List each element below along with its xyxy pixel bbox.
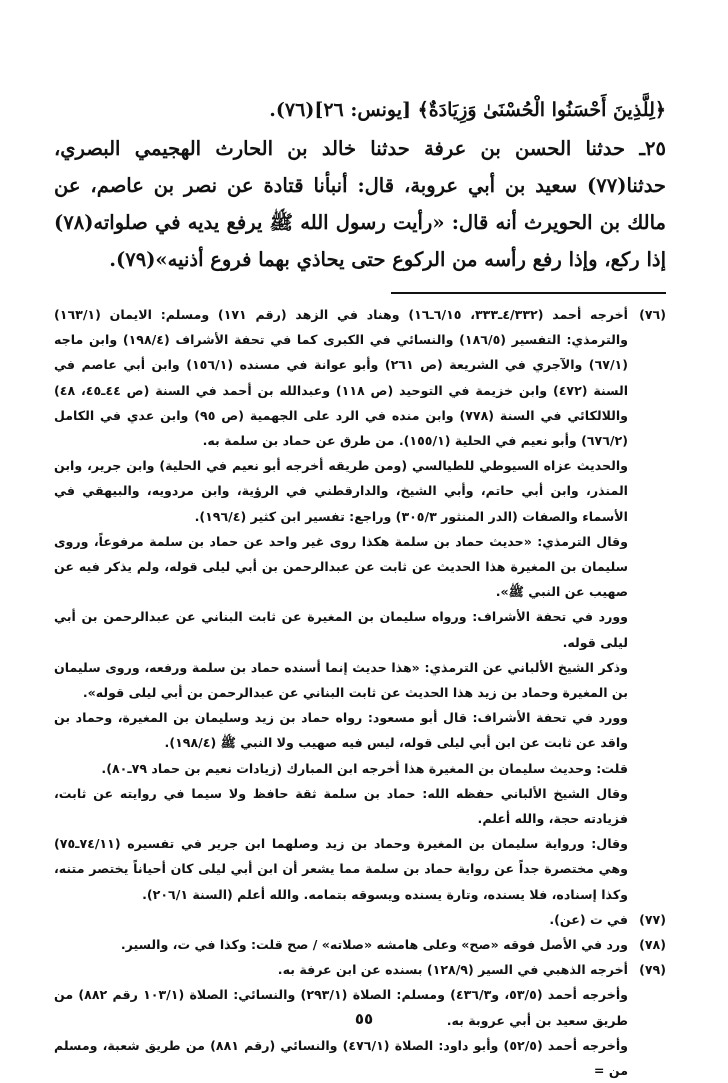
footnote-body: [54, 932, 628, 957]
hadith-25: ٢٥ـ حدثنا الحسن بن عرفة حدثنا خالد بن الحارث الهجيمي البصري، حدثنا(٧٧) سعيد بن أبي عروبة، قال: أنبأنا قتادة عن نصر بن عاصم، عن مالك بن الحويرث أنه قال: «رأيت رسول الله ﷺ يرفع يديه في صلواته(٧٨) إذا ركع، وإذا رفع رأسه من الركوع حتى يحاذي بهما فروع أذنيه»(٧٩).: [54, 137, 666, 271]
footnote-paragraph: وقال: ورواية سليمان بن المغيرة وحماد بن زيد وصلهما ابن جرير في تفسيره (٧٤/١١ـ٧٥) وهي مختصرة جداً عن رواية حماد بن سلمة مما يشعر أن ابن أبي ليلى كان أحياناً يختصر متنه، وكذا إسناده، فلا يسنده، وتارة يسنده ويسوقه بتمامه. والله أعلم (السنة ٢٠٦/١).: [54, 836, 628, 902]
footnote-paragraph: وورد في تحفة الأشراف: ورواه سليمان بن المغيرة عن ثابت البناني عن عبدالرحمن بن أبي ليلى قوله.: [54, 609, 628, 650]
footnote-number: (٧٧): [639, 911, 666, 927]
footnote-number: (٧٨): [639, 937, 666, 953]
quran-verse-line: ﴿لِلَّذِينَ أَحْسَنُوا الْحُسْنَىٰ وَزِيَادَةٌ﴾ [يونس: ٢٦](٧٦).: [269, 99, 666, 121]
footnote-paragraph: ورد في الأصل فوقه «صح» وعلى هامشه «صلاته» / صح قلت: وكذا في ت، والسير.: [120, 937, 628, 953]
footnote-number: (٧٩): [639, 962, 666, 978]
footnote-number: (٧٦): [639, 307, 666, 322]
footnote-paragraph: وقال الشيخ الألباني حفظه الله: حماد بن سلمة ثقة حافظ ولا سيما في روايته عن ثابت، فزيادته حجة، والله أعلم.: [54, 785, 628, 827]
footnote-paragraph: وأخرجه أحمد (٥٢/٥) وأبو داود: الصلاة (٤٧٦/١) والنسائي (رقم ٨٨١) من طريق شعبة، ومسلم من =: [54, 1037, 628, 1079]
book-page: [54, 92, 666, 1079]
footnotes-section: [54, 302, 666, 1083]
footnote-paragraph: وذكر الشيخ الألباني عن الترمذي: «هذا حديث إنما أسنده حماد بن سلمة ورفعه، وروى سليمان بن المغيرة وحماد بن زيد هذا الحديث عن ثابت البناني عن عبدالرحمن بن أبي ليلى قوله».: [54, 659, 628, 701]
footnote-77: [54, 907, 666, 932]
page-number: ٥٥: [354, 1010, 374, 1028]
footnote-paragraph: في ت (عن).: [549, 911, 628, 927]
footnote-paragraph: وقال الترمذي: «حديث حماد بن سلمة هكذا روى غير واحد عن حماد بن سلمة مرفوعاً، وروى سليمان بن المغيرة هذا الحديث عن ثابت عن عبدالرحمن بن أبي ليلى قوله، ولم يذكر فيه عن صهيب عن النبي ﷺ».: [54, 533, 628, 600]
main-text: [54, 92, 666, 278]
footnote-separator: [391, 292, 666, 294]
footnote-body: [54, 907, 628, 932]
footnote-paragraph: أخرجه الذهبي في السير (١٢٨/٩) بسنده عن ابن عرفة به.: [277, 962, 628, 978]
footnote-paragraph: أخرجه أحمد (٤/٣٣٢ـ٣٣٣، ٦/١٥ـ١٦) وهناد في الزهد (رقم ١٧١) ومسلم: الايمان (١٦٣/١) والترمذي: التفسير (١٨٦/٥) والنسائي في الكبرى كما في تحفة الأشراف (١٩٨/٤) وابن ماجه (٦٧/١) والآجري في الشريعة (ص ٢٦١) وأبو عوانة في مسنده (١٥٦/١) وابن أبي عاصم في السنة (٤٧٢) وابن خزيمة في التوحيد (ص ١١٨) وعبدالله بن أحمد في السنة (ص ٤٤ـ٤٥، ٤٨) واللالكائي في السنة (٧٧٨) وابن منده في الرد على الجهمية (ص ٩٥) وابن عدي في الكامل (٦٧٦/٢) وأبو نعيم في الحلية (١٥٥/١). من طرق عن حماد بن سلمة به.: [54, 307, 629, 449]
footnote-76: [54, 302, 666, 907]
footnote-paragraph: وورد في تحفة الأشراف: قال أبو مسعود: رواه حماد بن زيد وسليمان بن المغيرة، وحماد بن واقد عن ثابت عن ابن أبي ليلى قوله، ليس فيه صهيب ولا النبي ﷺ (١٩٨/٤).: [54, 710, 628, 751]
footnote-paragraph: وأخرجه أحمد (٥٣/٥، و٤٣٦/٣) ومسلم: الصلاة (٢٩٣/١) والنسائي: الصلاة (١٠٣/١ رقم ٨٨٢) من طريق سعيد بن أبي عروبة به.: [54, 987, 628, 1028]
footnote-paragraph: والحديث عزاه السيوطي للطيالسي (ومن طريقه أخرجه أبو نعيم في الحلية) وابن جرير، وابن المنذر، وابن أبي حاتم، وأبي الشيخ، والدارقطني في الرؤية، وابن مردويه، والبيهقي في الأسماء والصفات (الدر المنثور ٣٠٥/٣) وراجع: تفسير ابن كثير (١٩٦/٤).: [54, 458, 628, 524]
footnote-78: [54, 932, 666, 957]
footnote-paragraph: قلت: وحديث سليمان بن المغيرة هذا أخرجه ابن المبارك (زيادات نعيم بن حماد ٧٩ـ٨٠).: [101, 760, 628, 776]
footnote-body: [54, 302, 628, 907]
